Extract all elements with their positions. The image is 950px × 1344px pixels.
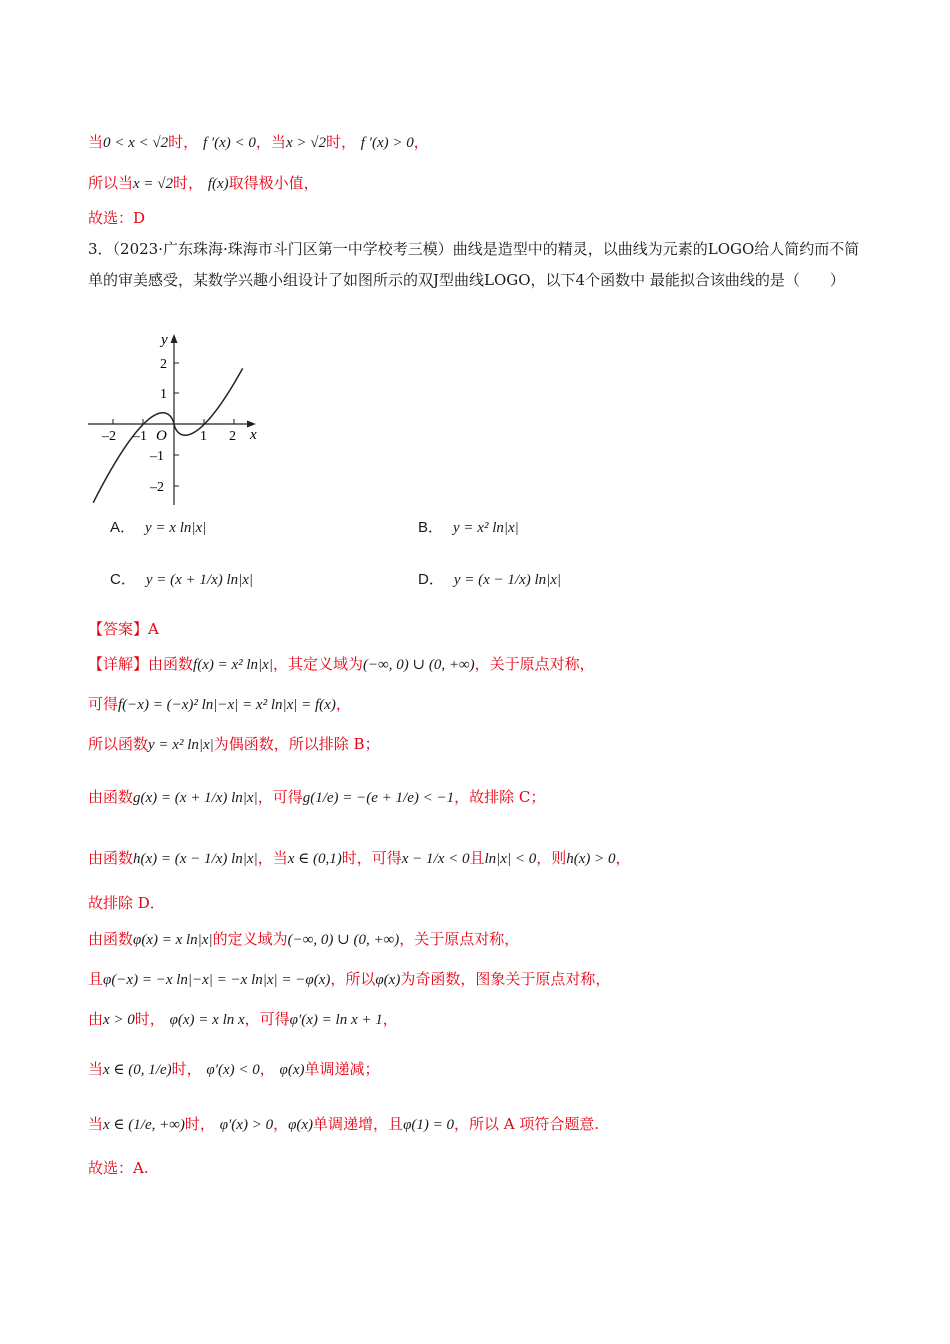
- x-tick-label: –1: [133, 429, 147, 444]
- option-b[interactable]: B． y = x² ln|x|: [418, 519, 519, 536]
- solution-line-1: 当0 < x < √2时， f ′(x) < 0，当x > √2时， f ′(x) > 0，: [88, 133, 429, 151]
- x-tick-label: –2: [102, 429, 116, 444]
- question-3: [88, 234, 868, 296]
- answer-value: A: [148, 620, 159, 638]
- detail-conclusion: 故选：A.: [88, 1159, 149, 1177]
- x-tick-label: 2: [229, 429, 236, 444]
- y-tick-label: –1: [150, 449, 164, 464]
- y-tick-label: –2: [150, 480, 164, 495]
- answer-line: [88, 618, 159, 640]
- option-d[interactable]: D． y = (x − 1/x) ln|x|: [418, 571, 562, 588]
- detail-tag: 【详解】: [88, 655, 149, 673]
- detail-line-8: 且φ(−x) = −x ln|−x| = −x ln|x| = −φ(x)，所以φ(x)为奇函数，图象关于原点对称，: [88, 970, 611, 988]
- detail-line-11: 当x ∈ (1/e, +∞)时， φ′(x) > 0，φ(x)单调递增，且φ(1) = 0，所以 A 项符合题意.: [88, 1115, 600, 1133]
- detail-line-6: 故排除 D．: [88, 894, 165, 912]
- detail-line-1: 【详解】由函数f(x) = x² ln|x|，其定义域为(−∞, 0) ∪ (0, +∞)，关于原点对称，: [88, 655, 595, 673]
- y-axis-arrow-icon: [171, 334, 178, 343]
- detail-line-10: 当x ∈ (0, 1/e)时， φ′(x) < 0， φ(x)单调递减；: [88, 1060, 380, 1078]
- y-label: y: [161, 332, 168, 348]
- solution-conclusion-prev: 故选：D: [88, 209, 146, 227]
- curve-graph: [84, 330, 274, 508]
- detail-line-7: 由函数φ(x) = x ln|x|的定义域为(−∞, 0) ∪ (0, +∞)，关于原点对称，: [88, 930, 520, 948]
- x-label: x: [250, 427, 257, 443]
- x-tick-label: 1: [200, 429, 207, 444]
- detail-line-9: 由x > 0时， φ(x) = x ln x，可得φ′(x) = ln x + 1，: [88, 1010, 398, 1028]
- detail-line-3: 所以函数y = x² ln|x|为偶函数，所以排除 B；: [88, 735, 380, 753]
- option-a[interactable]: A． y = x ln|x|: [110, 519, 207, 536]
- option-c[interactable]: C． y = (x + 1/x) ln|x|: [110, 571, 254, 588]
- answer-tag: 【答案】: [88, 620, 149, 638]
- detail-line-2: 可得f(−x) = (−x)² ln|−x| = x² ln|x| = f(x)，: [88, 695, 351, 713]
- question-number: 3．: [88, 240, 113, 258]
- detail-line-4: 由函数g(x) = (x + 1/x) ln|x|，可得g(1/e) = −(e + 1/e) < −1，故排除 C；: [88, 788, 546, 806]
- origin-label: O: [156, 428, 167, 444]
- question-text: 曲线是造型中的精灵，以曲线为元素的LOGO给人简约而不简单的审美感受，某数学兴趣小组设计了如图所示的双J型曲线LOGO，以下4个函数中 最能拟合该曲线的是（ ）: [88, 240, 860, 289]
- y-tick-label: 2: [160, 357, 167, 372]
- detail-line-5: 由函数h(x) = (x − 1/x) ln|x|，当x ∈ (0,1)时，可得x − 1/x < 0且ln|x| < 0，则h(x) > 0，: [88, 849, 631, 867]
- y-tick-label: 1: [160, 387, 167, 402]
- question-source: （2023·广东珠海·珠海市斗门区第一中学校考三模）: [112, 240, 453, 258]
- solution-line-2: 所以当x = √2时， f(x)取得极小值，: [88, 174, 319, 192]
